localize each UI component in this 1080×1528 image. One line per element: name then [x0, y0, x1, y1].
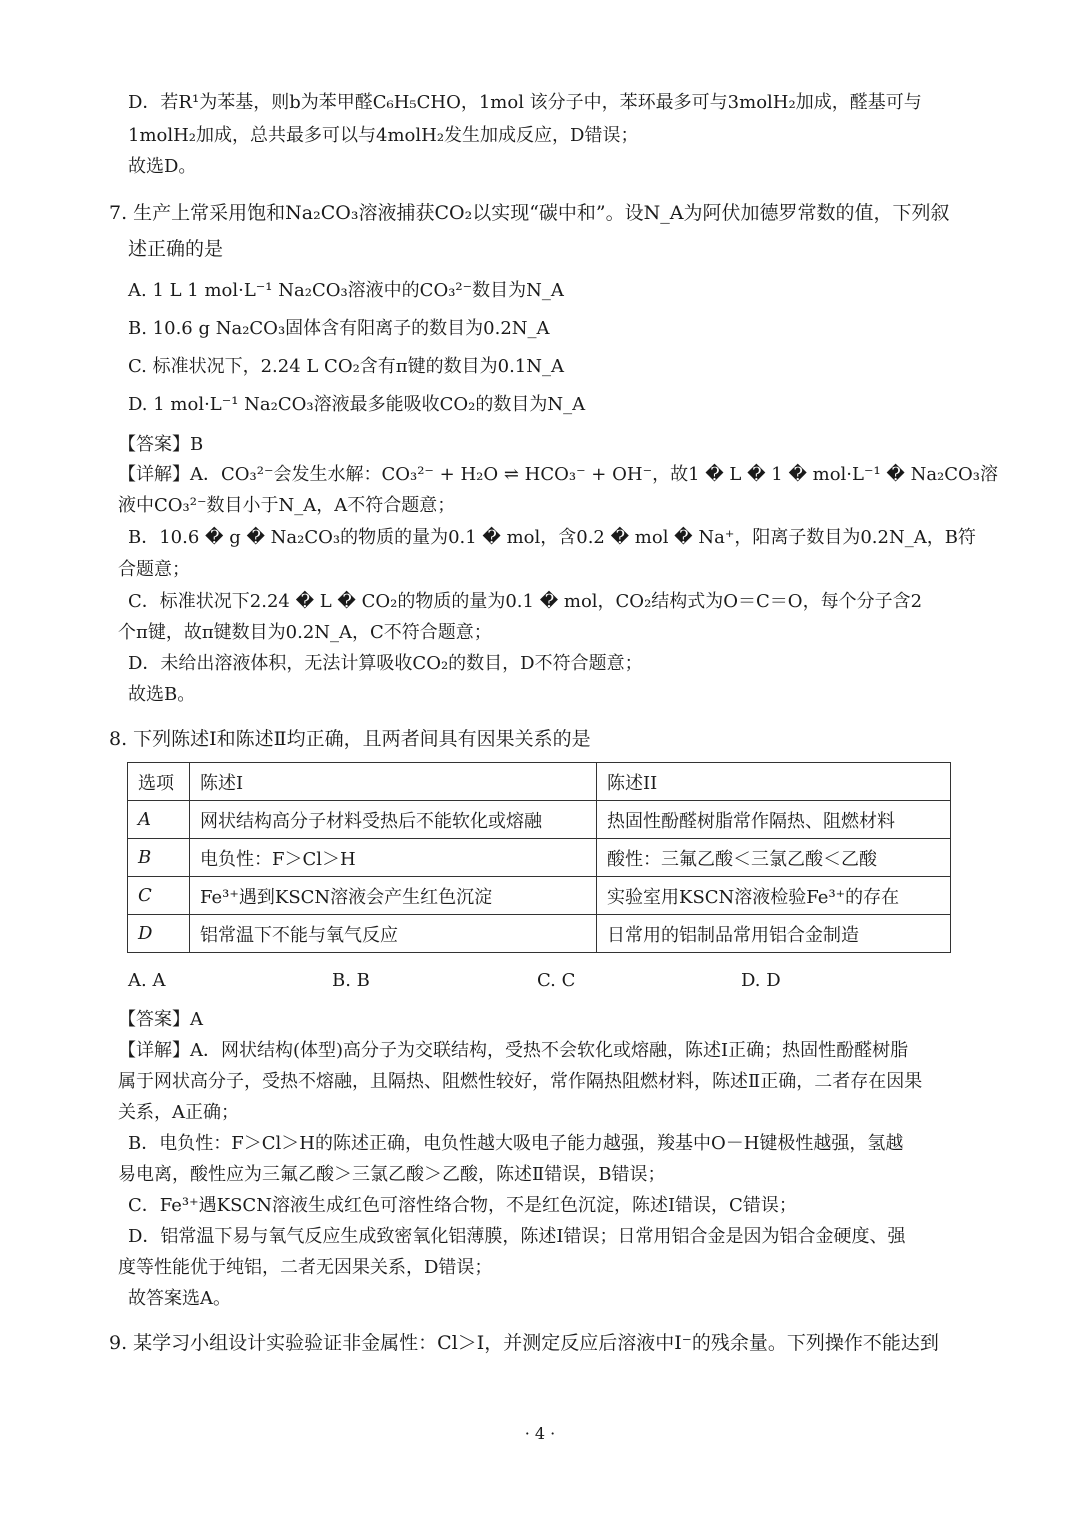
q7-option-c: C. 标准状况下，2.24 L CO₂含有π键的数目为0.1N_A [128, 356, 564, 377]
table-cell: A [128, 801, 190, 839]
q7-detail-line: 合题意； [118, 559, 190, 580]
q7-detail-line: 个π键，故π键数目为0.2N_A，C不符合题意； [118, 622, 492, 643]
q8-detail-line: B．电负性：F＞Cl＞H的陈述正确，电负性越大吸电子能力越强，羧基中O－H键极性越强，氢越 [128, 1133, 904, 1154]
table-cell: 日常用的铝制品常用铝合金制造 [597, 915, 951, 953]
q7-stem-line1: 7. 生产上常采用饱和Na₂CO₃溶液捕获CO₂以实现“碳中和”。设N_A为阿伏加德罗常数的值，下列叙 [109, 202, 950, 224]
table-row [128, 801, 951, 839]
q8-detail-line: 度等性能优于纯铝，二者无因果关系，D错误； [118, 1257, 493, 1278]
q8-detail-line: 关系，A正确； [118, 1102, 239, 1123]
q7-answer: 【答案】B [118, 434, 204, 455]
q8-detail-line: 属于网状高分子，受热不熔融，且隔热、阻燃性较好，常作隔热阻燃材料，陈述Ⅱ正确，二者存在因果 [118, 1071, 923, 1092]
prev-d-line1: D．若R¹为苯基，则b为苯甲醛C₆H₅CHO，1mol 该分子中，苯环最多可与3molH₂加成，醛基可与 [128, 92, 922, 113]
q8-stem: 8. 下列陈述Ⅰ和陈述Ⅱ均正确，且两者间具有因果关系的是 [109, 728, 591, 750]
q7-stem-line2: 述正确的是 [128, 238, 224, 260]
q7-detail-line: 故选B。 [128, 684, 196, 705]
q8-detail-line: 【详解】A．网状结构(体型)高分子为交联结构，受热不会软化或熔融，陈述Ⅰ正确；热固性酚醛树脂 [118, 1040, 909, 1061]
q9-stem: 9. 某学习小组设计实验验证非金属性：Cl＞I，并测定反应后溶液中I⁻的残余量。下列操作不能达到 [109, 1332, 939, 1354]
table-cell: B [128, 839, 190, 877]
table-cell: 热固性酚醛树脂常作隔热、阻燃材料 [597, 801, 951, 839]
table-header-row [128, 763, 951, 801]
q7-detail-line: 【详解】A．CO₃²⁻会发生水解：CO₃²⁻ + H₂O ⇌ HCO₃⁻ + OH⁻，故1 � L � 1 � mol·L⁻¹ � Na₂CO₃溶 [118, 464, 999, 485]
table-cell: 铝常温下不能与氧气反应 [190, 915, 597, 953]
q8-answer: 【答案】A [118, 1009, 203, 1030]
q8-choice-d: D. D [741, 970, 781, 991]
table-header-cell: 陈述I [190, 763, 597, 801]
table-cell: Fe³⁺遇到KSCN溶液会产生红色沉淀 [190, 877, 597, 915]
q8-detail-line: 故答案选A。 [128, 1288, 231, 1309]
q8-detail-line: D．铝常温下易与氧气反应生成致密氧化铝薄膜，陈述Ⅰ错误；日常用铝合金是因为铝合金硬度、强 [128, 1226, 906, 1247]
q7-option-b: B. 10.6 g Na₂CO₃固体含有阳离子的数目为0.2N_A [128, 318, 550, 339]
q7-detail-line: B．10.6 � g � Na₂CO₃的物质的量为0.1 � mol，含0.2 � mol � Na⁺，阳离子数目为0.2N_A，B符 [128, 527, 976, 548]
q8-detail-line: C．Fe³⁺遇KSCN溶液生成红色可溶性络合物，不是红色沉淀，陈述Ⅰ错误，C错误； [128, 1195, 797, 1216]
table-row [128, 839, 951, 877]
q7-detail-line: D．未给出溶液体积，无法计算吸收CO₂的数目，D不符合题意； [128, 653, 643, 674]
q7-detail-line: 液中CO₃²⁻数目小于N_A，A不符合题意； [118, 495, 456, 516]
table-cell: C [128, 877, 190, 915]
q8-choice-a: A. A [128, 970, 166, 991]
q7-detail-line: C．标准状况下2.24 � L � CO₂的物质的量为0.1 � mol，CO₂结构式为O＝C＝O，每个分子含2 [128, 591, 923, 612]
q8-choice-c: C. C [537, 970, 576, 991]
q8-statement-table [127, 762, 951, 953]
table-row [128, 915, 951, 953]
q8-choice-b: B. B [332, 970, 370, 991]
q7-option-a: A. 1 L 1 mol·L⁻¹ Na₂CO₃溶液中的CO₃²⁻数目为N_A [128, 280, 564, 301]
prev-conclusion: 故选D。 [128, 156, 197, 177]
table-cell: 实验室用KSCN溶液检验Fe³⁺的存在 [597, 877, 951, 915]
table-cell: 网状结构高分子材料受热后不能软化或熔融 [190, 801, 597, 839]
table-header-cell: 陈述II [597, 763, 951, 801]
q7-option-d: D. 1 mol·L⁻¹ Na₂CO₃溶液最多能吸收CO₂的数目为N_A [128, 394, 586, 415]
prev-d-line2: 1molH₂加成，总共最多可以与4molH₂发生加成反应，D错误； [128, 125, 639, 146]
table-cell: 电负性：F＞Cl＞H [190, 839, 597, 877]
table-row [128, 877, 951, 915]
q8-detail-line: 易电离，酸性应为三氟乙酸＞三氯乙酸＞乙酸，陈述Ⅱ错误，B错误； [118, 1164, 666, 1185]
table-cell: D [128, 915, 190, 953]
table-cell: 酸性：三氟乙酸＜三氯乙酸＜乙酸 [597, 839, 951, 877]
table-header-cell: 选项 [128, 763, 190, 801]
page-number: · 4 · [524, 1424, 556, 1443]
